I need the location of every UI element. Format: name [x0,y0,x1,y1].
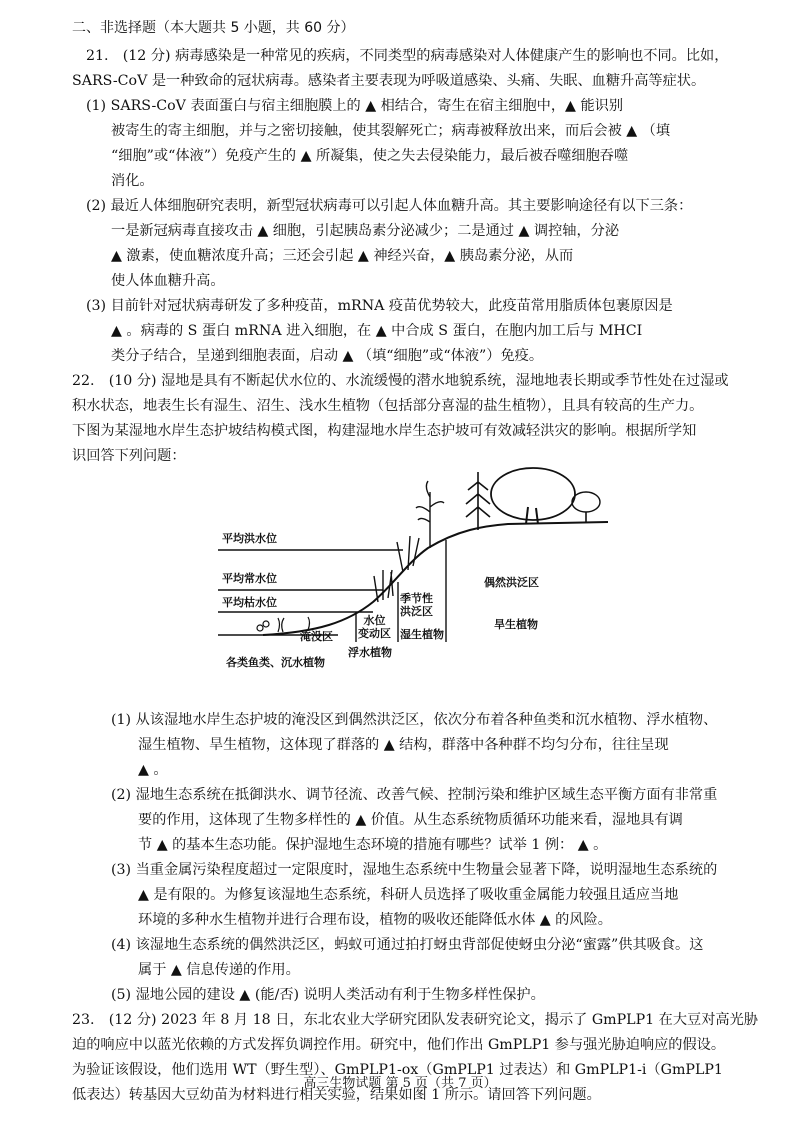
text-line: 一是新冠病毒直接攻击 ▲ 细胞，引起胰岛素分泌减少；二是通过 ▲ 调控轴，分泌 [111,223,620,239]
text-line: ▲ 。 [138,762,168,778]
fish-submerged-label: 各类鱼类、沉水植物 [226,656,325,669]
tree-icon [572,492,600,512]
text-line: (2) 湿地生态系统在抵御洪水、调节径流、改善气候、控制污染和维护区域生态平衡方面有非常重 [111,787,718,803]
seasonal-zone-label: 季节性 洪泛区 [400,592,433,618]
section-header: 二、非选择题（本大题共 5 小题，共 60 分） [72,20,355,36]
text-line: 为验证该假设，他们选用 WT（野生型）、GmPLP1-ox（GmPLP1 过表达）和 GmPLP1-i（GmPLP1 [72,1062,723,1078]
slope-ground [263,522,608,635]
text-line: 被寄生的寄主细胞，并与之密切接触，使其裂解死亡；病毒被释放出来，而后会被 ▲ （填 [111,123,671,139]
text-line: (3) 当重金属污染程度超过一定限度时，湿地生态系统中生物量会显著下降，说明湿地生态系统的 [111,862,718,878]
text-line: ▲ 激素，使血糖浓度升高；三还会引起 ▲ 神经兴奋，▲ 胰岛素分泌，从而 [111,248,574,264]
text-line: (1) 从该湿地水岸生态护坡的淹没区到偶然洪泛区，依次分布着各种鱼类和沉水植物、浮水植物、 [111,712,718,728]
text-line: 消化。 [111,173,154,189]
text-line: ▲ 是有限的。为修复该湿地生态系统，科研人员选择了吸收重金属能力较强且适应当地 [138,887,679,903]
text-line: 类分子结合，呈递到细胞表面，启动 ▲ （填“细胞”或“体液”）免疫。 [111,348,544,364]
submerged-zone-label: 淹没区 [300,630,333,643]
text-line: 21. (12 分) 病毒感染是一种常见的疾病，不同类型的病毒感染对人体健康产生的影响也不同。比如， [86,48,729,64]
shrub-icon [416,481,444,548]
submerged-plant-icon [257,625,263,631]
conifer-icon [466,472,490,530]
text-line: 低表达）转基因大豆幼苗为材料进行相关实验，结果如图 1 所示。请回答下列问题。 [72,1087,601,1103]
text-line: 湿生植物、旱生植物，这体现了群落的 ▲ 结构，群落中各种群不均匀分布，往往呈现 [138,737,669,753]
text-line: 下图为某湿地水岸生态护坡结构模式图，构建湿地水岸生态护坡可有效减轻洪灾的影响。根据所学知 [72,423,697,439]
text-line: (2) 最近人体细胞研究表明，新型冠状病毒可以引起人体血糖升高。其主要影响途径有以下三条： [86,198,693,214]
text-line: (4) 该湿地生态系统的偶然洪泛区，蚂蚁可通过拍打蚜虫背部促使蚜虫分泌“蜜露”供其吸食。这 [111,937,704,953]
occasional-zone-label: 偶然洪泛区 [484,576,539,589]
text-line: 环境的多种水生植物并进行合理布设，植物的吸收还能降低水体 ▲ 的风险。 [138,912,612,928]
dry-plants-label: 旱生植物 [494,618,538,631]
text-line: 22. (10 分) 湿地是具有不断起伏水位的、水流缓慢的潜水地貌系统，湿地地表长期或季节性处在过湿或 [72,373,729,389]
low-level-label: 平均枯水位 [222,596,277,609]
text-line: 识回答下列问题： [72,448,186,464]
flood-level-label: 平均洪水位 [222,532,277,545]
text-line: (1) SARS-CoV 表面蛋白与宿主细胞膜上的 ▲ 相结合，寄生在宿主细胞中，▲ 能识别 [86,98,624,114]
text-line: (5) 湿地公园的建设 ▲ (能/否) 说明人类活动有利于生物多样性保护。 [111,987,545,1003]
text-line: 使人体血糖升高。 [111,273,225,289]
wetland-slope-diagram [208,452,610,677]
text-line: 积水状态，地表生长有湿生、沼生、浅水生植物（包括部分喜湿的盐生植物），且具有较高的生产力。 [72,398,704,414]
submerged-plant-icon [263,621,269,627]
text-line: 节 ▲ 的基本生态功能。保护湿地生态环境的措施有哪些？试举 1 例： ▲ 。 [138,837,608,853]
text-line: (3) 目前针对冠状病毒研发了多种疫苗，mRNA 疫苗优势较大，此疫苗常用脂质体包裹原因是 [86,298,673,314]
tree-trunk-icon [526,507,538,524]
text-line: “细胞”或“体液”）免疫产生的 ▲ 所凝集，使之失去侵染能力，最后被吞噬细胞吞噬 [111,148,629,164]
text-line: 迫的响应中以蓝光依赖的方式发挥负调控作用。研究中，他们作出 GmPLP1 参与强光胁迫响应的假设。 [72,1037,726,1053]
text-line: 属于 ▲ 信息传递的作用。 [138,962,300,978]
floating-plants-label: 浮水植物 [348,646,392,659]
normal-level-label: 平均常水位 [222,572,277,585]
text-line: ▲ 。病毒的 S 蛋白 mRNA 进入细胞，在 ▲ 中合成 S 蛋白，在胞内加工后与 MHCI [111,323,643,339]
water-change-zone-label: 水位 变动区 [358,614,391,640]
diagram-drawing [208,452,610,677]
text-line: 23. (12 分) 2023 年 8 月 18 日，东北农业大学研究团队发表研究论文，揭示了 GmPLP1 在大豆对高光胁 [72,1012,758,1028]
text-line: SARS-CoV 是一种致命的冠状病毒。感染者主要表现为呼吸道感染、头痛、失眠、血糖升高等症状。 [72,73,706,89]
page-footer: 高三生物试题 第 5 页（共 7 页） [303,1076,497,1091]
wet-plants-label: 湿生植物 [400,628,444,641]
tree-icon [491,468,575,520]
text-line: 要的作用，这体现了生物多样性的 ▲ 价值。从生态系统物质循环功能来看，湿地具有调 [138,812,683,828]
